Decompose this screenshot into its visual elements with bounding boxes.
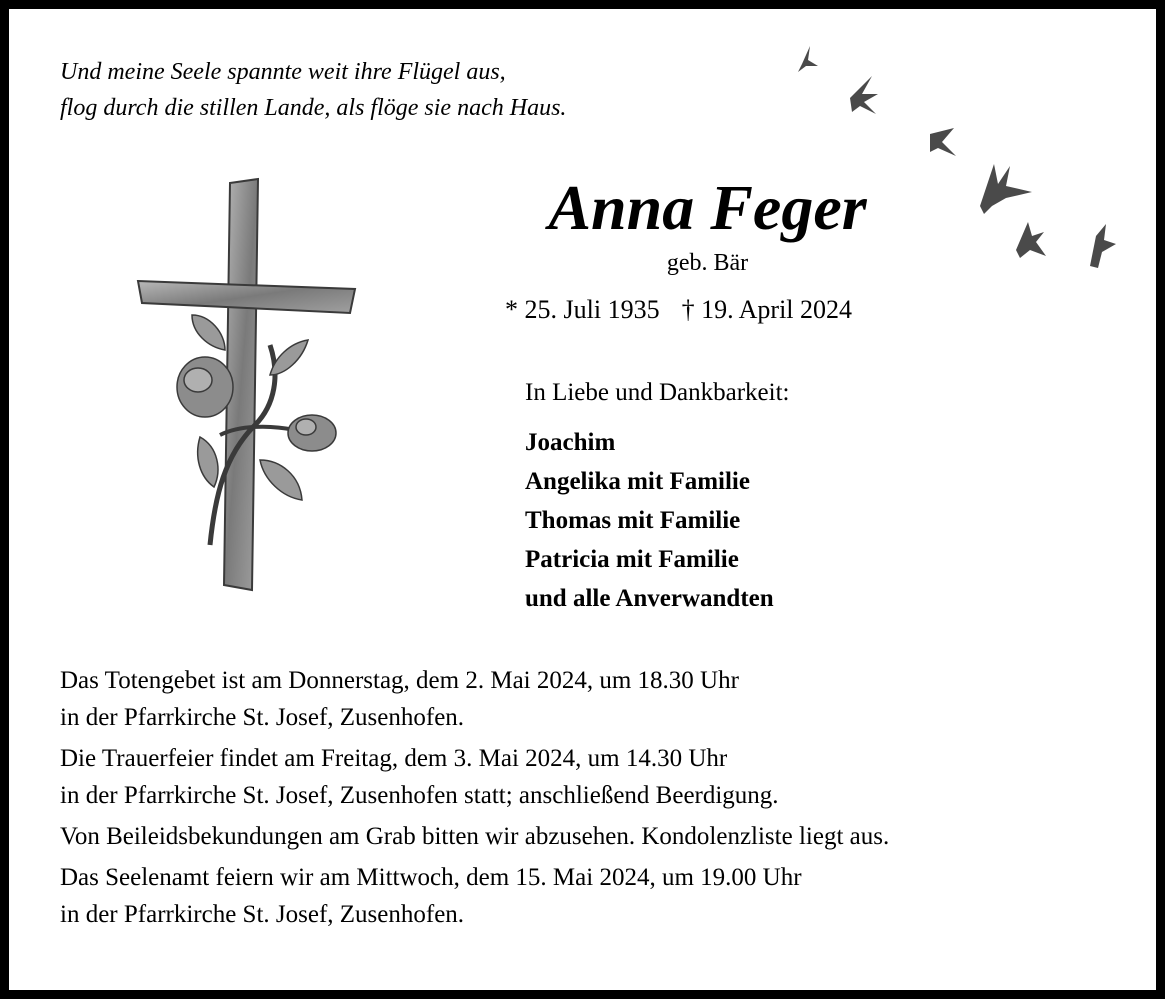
info-line: Von Beileidsbekundungen am Grab bitten wir abzusehen. Kondolenzliste liegt aus.: [60, 823, 890, 850]
death-date: † 19. April 2024: [681, 295, 853, 324]
deceased-name: Anna Feger: [548, 172, 867, 243]
born-name: geb. Bär: [666, 250, 749, 276]
requiem-notice: [60, 859, 889, 933]
poem-line: Und meine Seele spannte weit ihre Flügel aus,: [60, 59, 506, 85]
info-line: in der Pfarrkirche St. Josef, Zusenhofen statt; anschließend Beerdigung.: [60, 782, 779, 809]
condolence-notice: [60, 818, 889, 855]
bird-icon: [930, 128, 956, 156]
info-line: Das Totengebet ist am Donnerstag, dem 2. Mai 2024, um 18.30 Uhr: [60, 667, 739, 694]
bird-icon: [798, 46, 818, 72]
poem: [60, 54, 566, 126]
mourner-name: Angelika mit Familie: [525, 468, 750, 495]
info-line: in der Pfarrkirche St. Josef, Zusenhofen.: [60, 901, 465, 928]
info-line: Das Seelenamt feiern wir am Mittwoch, dem 15. Mai 2024, um 19.00 Uhr: [60, 864, 802, 891]
mourner-name: Thomas mit Familie: [525, 507, 741, 534]
info-line: in der Pfarrkirche St. Josef, Zusenhofen.: [60, 704, 465, 731]
prayer-notice: [60, 662, 889, 736]
mourner-name: und alle Anverwandten: [525, 585, 774, 612]
bird-icon: [850, 76, 878, 114]
mourner-name: Patricia mit Familie: [525, 546, 739, 573]
bird-icon: [1016, 222, 1046, 258]
funeral-notice: [60, 740, 889, 814]
bird-icon: [1090, 224, 1116, 268]
mourner-name: Joachim: [525, 429, 616, 456]
info-line: Die Trauerfeier findet am Freitag, dem 3. Mai 2024, um 14.30 Uhr: [60, 745, 728, 772]
life-dates: [505, 292, 852, 328]
birth-date: * 25. Juli 1935: [505, 295, 660, 324]
mourners-list: [525, 423, 774, 618]
poem-line: flog durch die stillen Lande, als flöge sie nach Haus.: [60, 95, 567, 121]
mourners-intro: In Liebe und Dankbarkeit:: [525, 379, 790, 406]
service-info: [60, 662, 889, 937]
cross-with-roses-icon: [130, 175, 360, 595]
